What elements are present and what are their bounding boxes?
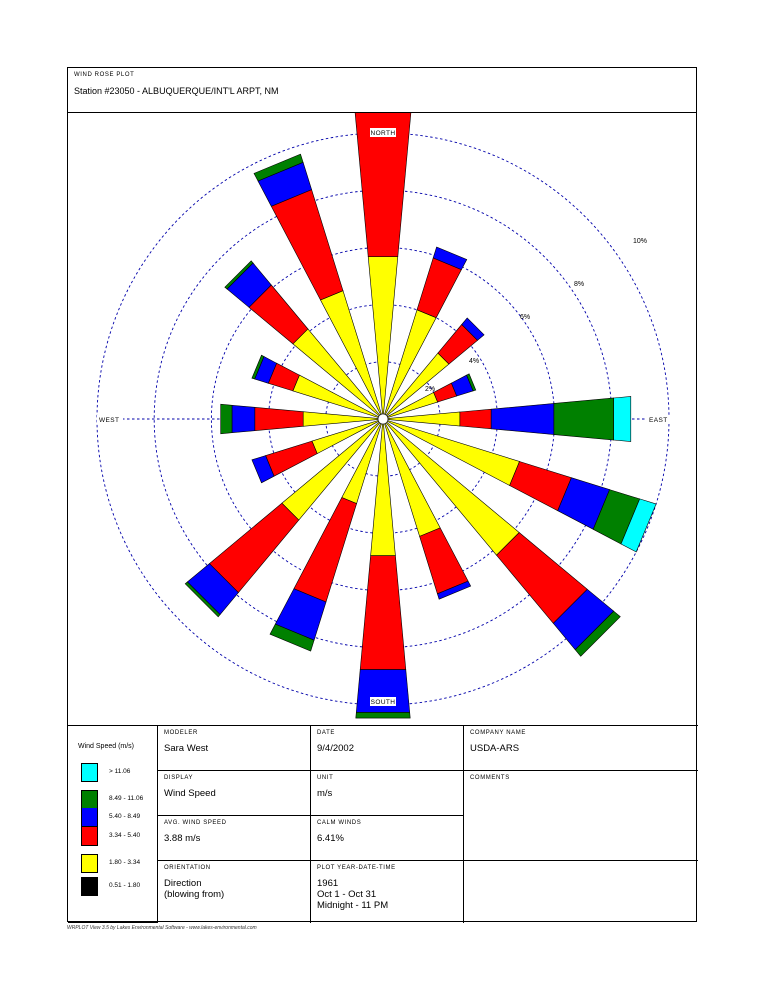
compass-east-label: EAST <box>649 417 668 424</box>
display-cell <box>158 771 311 816</box>
company-cell <box>464 726 698 771</box>
petal-e-bin2 <box>460 409 491 429</box>
company-value: USDA-ARS <box>470 743 520 754</box>
compass-north-label: NORTH <box>370 130 396 137</box>
legend-label: 1.80 - 3.34 <box>109 859 141 866</box>
unit-label: UNIT <box>317 775 334 781</box>
plot-year-cell <box>311 861 464 923</box>
orientation-line-1: Direction <box>164 878 202 889</box>
petal-e-bin4 <box>554 398 614 440</box>
petal-w-bin2 <box>255 407 303 430</box>
unit-cell <box>311 771 464 816</box>
date-cell <box>311 726 464 771</box>
petal-s-bin4 <box>356 712 410 718</box>
display-value: Wind Speed <box>164 788 216 799</box>
orientation-cell <box>158 861 311 923</box>
display-label: DISPLAY <box>164 775 194 781</box>
report-header <box>68 68 696 113</box>
ring-label-10: 10% <box>633 238 648 245</box>
info-table <box>68 725 698 923</box>
plot-year-line-2: Oct 1 - Oct 31 <box>317 889 377 900</box>
date-label: DATE <box>317 730 335 736</box>
legend-swatch <box>81 827 98 846</box>
calm-winds-value: 6.41% <box>317 833 344 844</box>
company-label: COMPANY NAME <box>470 730 526 736</box>
petal-e-bin5 <box>614 396 631 441</box>
legend-label: 0.51 - 1.80 <box>109 882 141 889</box>
modeler-value: Sara West <box>164 743 209 754</box>
ring-label-6: 6% <box>520 314 531 321</box>
calm-winds-label: CALM WINDS <box>317 820 362 826</box>
plot-year-line-1: 1961 <box>317 878 339 889</box>
avg-speed-cell <box>158 816 311 861</box>
legend-swatch <box>81 808 98 827</box>
wind-rose-plot <box>68 113 698 725</box>
orientation-label: ORIENTATION <box>164 865 211 871</box>
legend-title: Wind Speed (m/s) <box>78 743 135 750</box>
legend-panel <box>68 726 158 923</box>
legend-label: 3.34 - 5.40 <box>109 832 141 839</box>
plot-year-label: PLOT YEAR-DATE-TIME <box>317 865 396 871</box>
wind-rose-svg <box>68 113 698 725</box>
compass-west-label: WEST <box>99 417 120 424</box>
modeler-cell <box>158 726 311 771</box>
calm-winds-cell <box>311 816 464 861</box>
avg-speed-value: 3.88 m/s <box>164 833 201 844</box>
ring-label-2: 2% <box>425 386 436 393</box>
petal-s-bin2 <box>360 556 406 670</box>
petal-wsw-bin2 <box>266 441 318 476</box>
orientation-value <box>164 878 224 900</box>
petal-e-bin3 <box>491 403 554 434</box>
legend-swatch <box>81 854 98 873</box>
blank-cell <box>464 861 698 923</box>
avg-speed-label: AVG. WIND SPEED <box>164 820 227 826</box>
wind-rose-report <box>67 67 697 922</box>
legend-swatch <box>81 877 98 896</box>
legend-label: 5.40 - 8.49 <box>109 813 141 820</box>
ring-label-4: 4% <box>469 358 480 365</box>
orientation-line-2: (blowing from) <box>164 889 225 900</box>
legend-swatch <box>81 763 98 782</box>
plot-year-line-3: Midnight - 11 PM <box>317 900 389 911</box>
compass-south-label: SOUTH <box>370 699 396 706</box>
comments-label: COMMENTS <box>470 775 510 781</box>
date-value: 9/4/2002 <box>317 743 354 754</box>
legend-swatch <box>81 790 98 809</box>
station-title: Station #23050 - ALBUQUERQUE/INT'L ARPT, NM <box>74 86 279 96</box>
petal-w-bin3 <box>232 405 255 432</box>
plot-year-value <box>317 878 388 911</box>
plot-type-label: WIND ROSE PLOT <box>74 72 135 78</box>
calm-center <box>378 414 388 424</box>
ring-label-8: 8% <box>574 281 585 288</box>
comments-cell <box>464 771 698 861</box>
unit-value: m/s <box>317 788 333 799</box>
modeler-label: MODELER <box>164 730 198 736</box>
petal-w-bin4 <box>221 404 232 434</box>
footer-credit: WRPLOT View 3.5 by Lakes Environmental Software - www.lakes-environmental.com <box>67 925 257 931</box>
legend-label: > 11.06 <box>109 768 131 775</box>
petal-nnw-bin2 <box>271 190 343 300</box>
legend-label: 8.49 - 11.06 <box>109 795 144 802</box>
